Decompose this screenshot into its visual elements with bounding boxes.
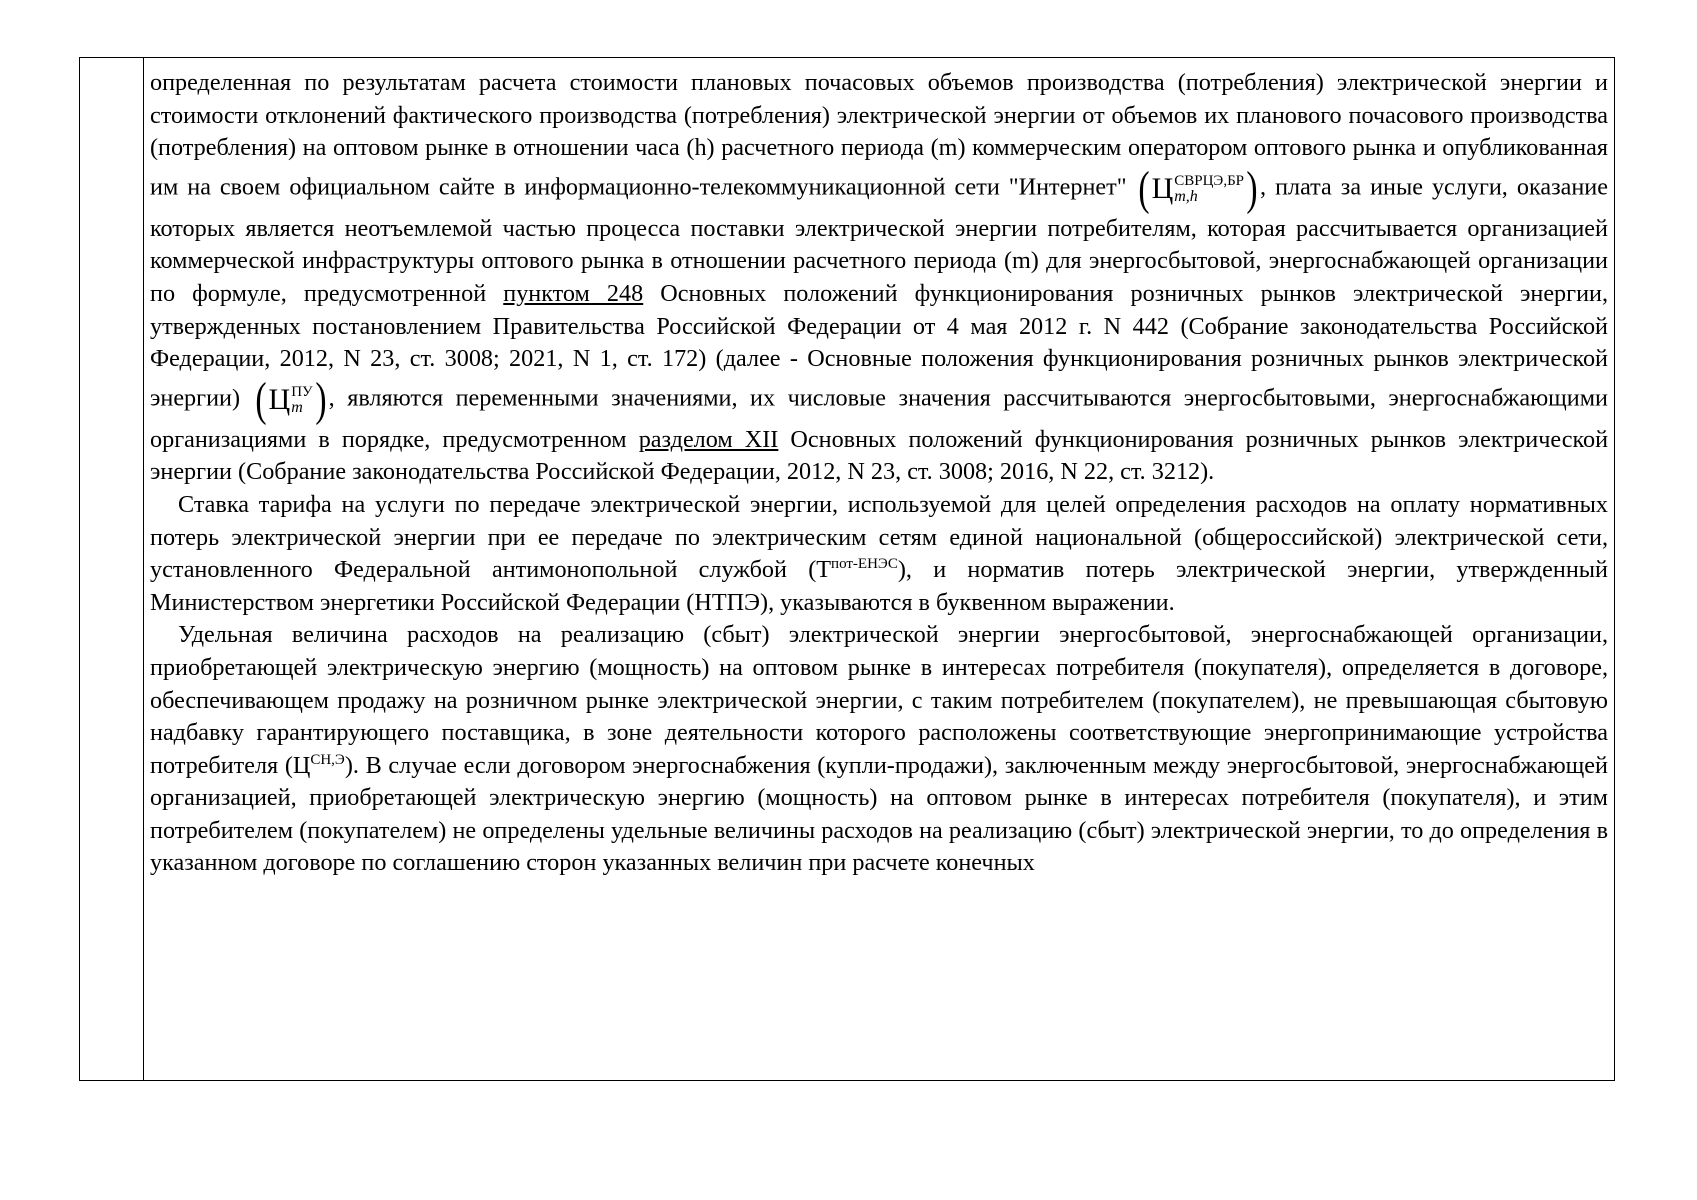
link-razdel-xii[interactable]: разделом XII [638,425,779,453]
formula-subscript: m,h [1174,187,1198,205]
paragraph-1-text-b: , плата за иные услуги, оказание которых является неотъемлемой частью процесса поставки электрической энергии потребителям, которая рассчитывается организацией коммерческой инфраструктуры оптового рынка в отношении расчетного периода (m) для энергосбытовой, энергоснабжающей организации по формуле, предусмотренной [150,173,1608,307]
formula-price-pu: ( Ц ПУ m ) [254,372,327,426]
paragraph-1-text-d: , являются переменными значениями, их числовые значения рассчитываются энергосбытовыми, энергоснабжающими организациями в порядке, предусмотренном [150,384,1609,453]
paragraph-3 [150,619,1608,880]
paragraph-2-text-a: Ставка тарифа на услуги по передаче электрической энергии, используемой для целей определения расходов на оплату нормативных потерь электрической энергии при ее передаче по электрическим сетям единой национальной (общероссийской) электрической сети, установленного Федеральной антимонопольной службой (Т [150,490,1608,584]
formula-base: Ц [268,382,291,416]
paragraph-3-text-a: Удельная величина расходов на реализацию (сбыт) электрической энергии энергосбытовой, энергоснабжающей организации, приобретающей электрическую энергию (мощность) на оптовом рынке в интересах потребителя (покупателя), определяется в договоре, обеспечивающем продажу на розничном рынке электрической энергии, с таким потребителем (покупателем), не превышающая сбытовую надбавку гарантирующего поставщика, в зоне деятельности которого расположены соответствующие энергопринимающие устройства потребителя (Ц [150,621,1608,779]
formula-base: Ц [1151,171,1174,205]
formula-superscript: ПУ [291,383,313,400]
paragraph-2-text-b: ), и норматив потерь электрической энергии, утвержденный Министерством энергетики Российской Федерации (НТПЭ), указываются в буквенном выражении. [150,556,1608,616]
table-text-cell [150,67,1608,880]
paragraph-3-text-b: ). В случае если договором энергоснабжения (купли-продажи), заключенным между энергосбытовой, энергоснабжающей организацией, приобретающей электрическую энергию (мощность) на оптовом рынке в интересах потребителя (покупателя), и этим потребителем (покупателем) не определены удельные величины расходов на реализацию (сбыт) электрической энергии, то до определения в указанном договоре по соглашению сторон указанных величин при расчете конечных [150,751,1608,877]
paragraph-2 [150,489,1608,619]
formula-price-svrce-br: ( Ц СВРЦЭ,БР m,h ) [1137,161,1258,215]
tariff-superscript: пот-ЕНЭС [831,556,898,573]
paragraph-1-text-e: Основных положений функционирования розничных рынков электрической энергии (Собрание законодательства Российской Федерации, 2012, N 23, ст. 3008; 2016, N 22, ст. 3212). [150,425,1609,486]
paragraph-1-text-c: Основных положений функционирования розничных рынков электрической энергии, утвержденных постановлением Правительства Российской Федерации от 4 мая 2012 г. N 442 (Собрание законодательства Российской Федерации, 2012, N 23, ст. 3008; 2021, N 1, ст. 172) (далее - Основные положения функционирования розничных рынков электрической энергии) [150,279,1609,412]
formula-superscript: СВРЦЭ,БР [1174,172,1245,189]
paragraph-1-text-a: определенная по результатам расчета стоимости плановых почасовых объемов производства (потребления) электрической энергии и стоимости отклонений фактического производства (потребления) электрической энергии от объемов их планового почасового производства (потребления) на оптовом рынке в отношении часа (h) расчетного периода (m) коммерческим оператором оптового рынка и опубликованная им на своем официальном сайте в информационно-телекоммуникационной сети "Интернет" [150,69,1608,201]
sales-markup-superscript: СН,Э [310,751,345,768]
link-punkt-248[interactable]: пунктом 248 [503,279,644,307]
paragraph-1 [150,67,1608,489]
formula-subscript: m [291,398,303,416]
document-table [79,57,1615,1081]
table-left-cell [80,58,144,1080]
